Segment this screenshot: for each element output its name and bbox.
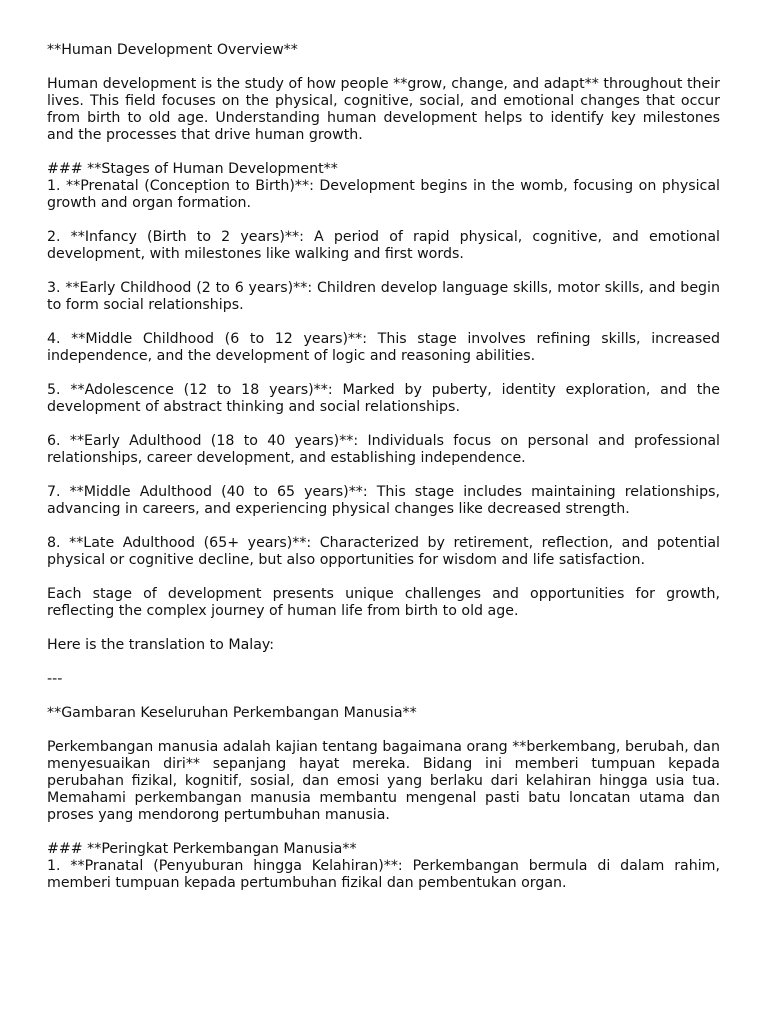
stage-item-middle-adulthood: 7. **Middle Adulthood (40 to 65 years)**: This stage includes maintaining relationships, advancing in careers, and experiencing physical changes like decreased strength. [47, 484, 720, 517]
document-title: **Human Development Overview** [47, 42, 298, 58]
stage-item-late-adulthood: 8. **Late Adulthood (65+ years)**: Characterized by retirement, reflection, and potential physical or cognitive decline, but also opportunities for wisdom and life satisfaction. [47, 535, 720, 568]
translation-note: Here is the translation to Malay: [47, 637, 275, 653]
malay-intro-paragraph: Perkembangan manusia adalah kajian tentang bagaimana orang **berkembang, berubah, dan menyesuaikan diri** sepanjang hayat mereka. Bidang ini memberi tumpuan kepada perubahan fizikal, kognitif, sosial, dan emosi yang berlaku dari kelahiran hingga usia tua. Memahami perkembangan manusia membantu mengenal pasti batu loncatan utama dan proses yang mendorong pertumbuhan manusia. [47, 739, 720, 823]
stage-item-prenatal: 1. **Prenatal (Conception to Birth)**: Development begins in the womb, focusing on physical growth and organ formation. [47, 178, 720, 211]
conclusion-paragraph: Each stage of development presents unique challenges and opportunities for growth, reflecting the complex journey of human life from birth to old age. [47, 586, 720, 619]
stages-heading: ### **Stages of Human Development** [47, 161, 338, 177]
malay-title: **Gambaran Keseluruhan Perkembangan Manusia** [47, 705, 417, 721]
stage-item-early-adulthood: 6. **Early Adulthood (18 to 40 years)**: Individuals focus on personal and professional relationships, career development, and establishing independence. [47, 433, 720, 466]
stage-item-middle-childhood: 4. **Middle Childhood (6 to 12 years)**: This stage involves refining skills, increased independence, and the development of logic and reasoning abilities. [47, 331, 720, 364]
intro-paragraph: Human development is the study of how people **grow, change, and adapt** throughout their lives. This field focuses on the physical, cognitive, social, and emotional changes that occur from birth to old age. Understanding human development helps to identify key milestones and the processes that drive human growth. [47, 76, 720, 143]
malay-stages-heading: ### **Peringkat Perkembangan Manusia** [47, 841, 357, 857]
stage-item-adolescence: 5. **Adolescence (12 to 18 years)**: Marked by puberty, identity exploration, and the development of abstract thinking and social relationships. [47, 382, 720, 415]
document-body [47, 42, 720, 892]
stage-item-infancy: 2. **Infancy (Birth to 2 years)**: A period of rapid physical, cognitive, and emotional development, with milestones like walking and first words. [47, 229, 720, 262]
separator: --- [47, 671, 63, 687]
malay-stage-item-prenatal: 1. **Pranatal (Penyuburan hingga Kelahiran)**: Perkembangan bermula di dalam rahim, memberi tumpuan kepada pertumbuhan fizikal dan pembentukan organ. [47, 858, 720, 891]
stage-item-early-childhood: 3. **Early Childhood (2 to 6 years)**: Children develop language skills, motor skills, and begin to form social relationships. [47, 280, 720, 313]
